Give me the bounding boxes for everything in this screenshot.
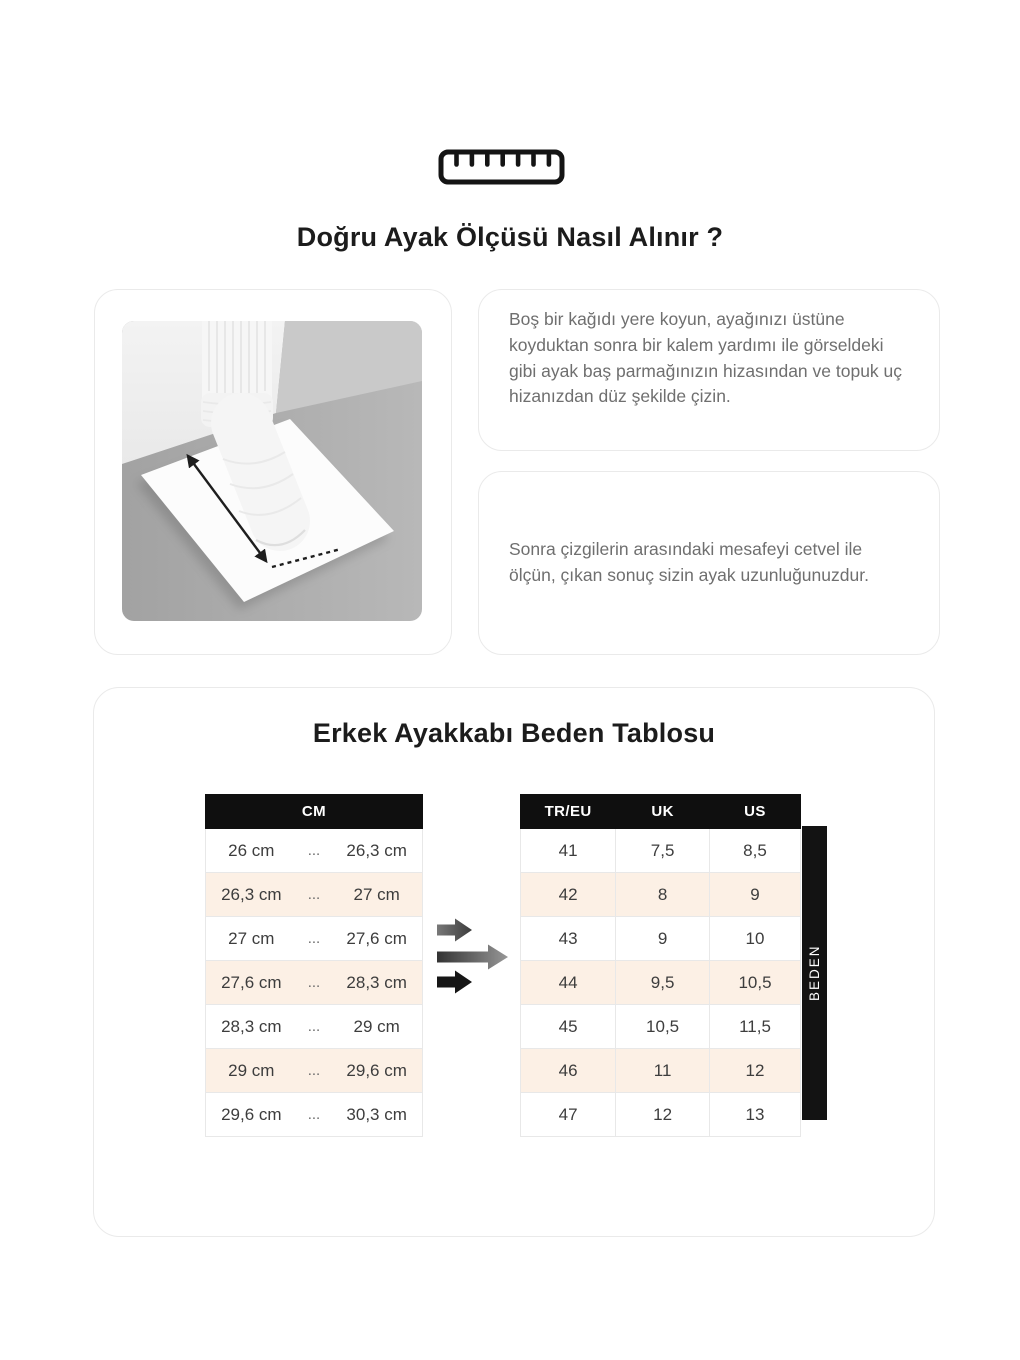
instruction-step-2: Sonra çizgilerin arasındaki mesafeyi cetvel ile ölçün, çıkan sonuç sizin ayak uzunluğunuzdur. [509,539,869,585]
cm-cell-from: 26,3 cm [221,884,282,904]
size-table-row [521,917,801,961]
cm-cell-dots: ... [307,930,321,947]
cm-cell-from: 26 cm [228,840,275,860]
size-cell: 12 [709,1049,800,1093]
cm-cell-to: 29,6 cm [346,1060,407,1080]
size-table-row [521,961,801,1005]
cm-cell-dots: ... [307,886,321,903]
arrow-bottom [437,971,472,994]
size-table-row [521,829,801,873]
cm-cell-from: 28,3 cm [221,1016,282,1036]
cm-table-row [206,917,423,961]
size-chart-card [93,687,935,1237]
conversion-arrows-icon [434,916,514,996]
foot-photo-card [94,289,452,655]
size-cell: 10,5 [709,961,800,1005]
cm-cell-to: 28,3 cm [346,972,407,992]
instruction-step-1: Boş bir kağıdı yere koyun, ayağınızı üstüne koyduktan sonra bir kalem yardımı ile görseldeki gibi ayak baş parmağınızın hizasından ve topuk uç hizanızdan düz şekilde çizin. [509,309,903,407]
measure-section-title: Doğru Ayak Ölçüsü Nasıl Alınır ? [296,222,724,252]
size-table-header-cell: TR/EU [521,795,616,829]
cm-cell-dots: ... [307,842,321,859]
size-cell: 13 [709,1093,800,1137]
cm-cell-to: 30,3 cm [346,1104,407,1124]
arrow-middle [437,945,508,970]
ruler-icon [438,149,565,185]
size-cell: 42 [521,873,616,917]
size-cell: 45 [521,1005,616,1049]
size-cell: 10 [709,917,800,961]
foot-measure-photo [122,321,422,621]
size-cell: 7,5 [616,829,710,873]
size-cell: 10,5 [616,1005,710,1049]
size-cell: 43 [521,917,616,961]
size-table-row [521,1005,801,1049]
beden-side-label: BEDEN [802,826,827,1120]
size-table-row [521,873,801,917]
cm-cell-to: 29 cm [353,1016,400,1036]
cm-cell-from: 29,6 cm [221,1104,282,1124]
size-chart-title: Erkek Ayakkabı Beden Tablosu [312,718,716,748]
cm-cell-from: 27,6 cm [221,972,282,992]
size-cell: 9 [709,873,800,917]
size-cell: 44 [521,961,616,1005]
cm-cell-to: 26,3 cm [346,840,407,860]
cm-table-row [206,1005,423,1049]
cm-table-header: CM [206,795,423,829]
cm-table-row [206,961,423,1005]
size-cell: 11,5 [709,1005,800,1049]
cm-cell-to: 27 cm [353,884,400,904]
cm-table-row [206,1093,423,1137]
instruction-card-1 [478,289,940,451]
cm-table [205,794,423,1137]
size-table-row [521,1049,801,1093]
size-cell: 8 [616,873,710,917]
cm-cell-dots: ... [307,1062,321,1079]
cm-cell-dots: ... [307,1018,321,1035]
cm-cell-dots: ... [307,974,321,991]
size-table-header-cell: UK [616,795,710,829]
size-cell: 47 [521,1093,616,1137]
size-table-header-row [521,795,801,829]
size-table-header-cell: US [709,795,800,829]
cm-table-row [206,1049,423,1093]
cm-cell-dots: ... [307,1106,321,1123]
size-table-row [521,1093,801,1137]
cm-cell-from: 29 cm [228,1060,275,1080]
size-cell: 46 [521,1049,616,1093]
size-conversion-table [520,794,801,1137]
cm-cell-to: 27,6 cm [346,928,407,948]
arrow-top [437,919,472,942]
cm-table-header-row [206,795,423,829]
size-cell: 9 [616,917,710,961]
cm-cell-from: 27 cm [228,928,275,948]
size-cell: 8,5 [709,829,800,873]
size-cell: 11 [616,1049,710,1093]
cm-table-row [206,829,423,873]
size-cell: 12 [616,1093,710,1137]
instruction-card-2 [478,471,940,655]
cm-table-row [206,873,423,917]
size-cell: 9,5 [616,961,710,1005]
size-cell: 41 [521,829,616,873]
